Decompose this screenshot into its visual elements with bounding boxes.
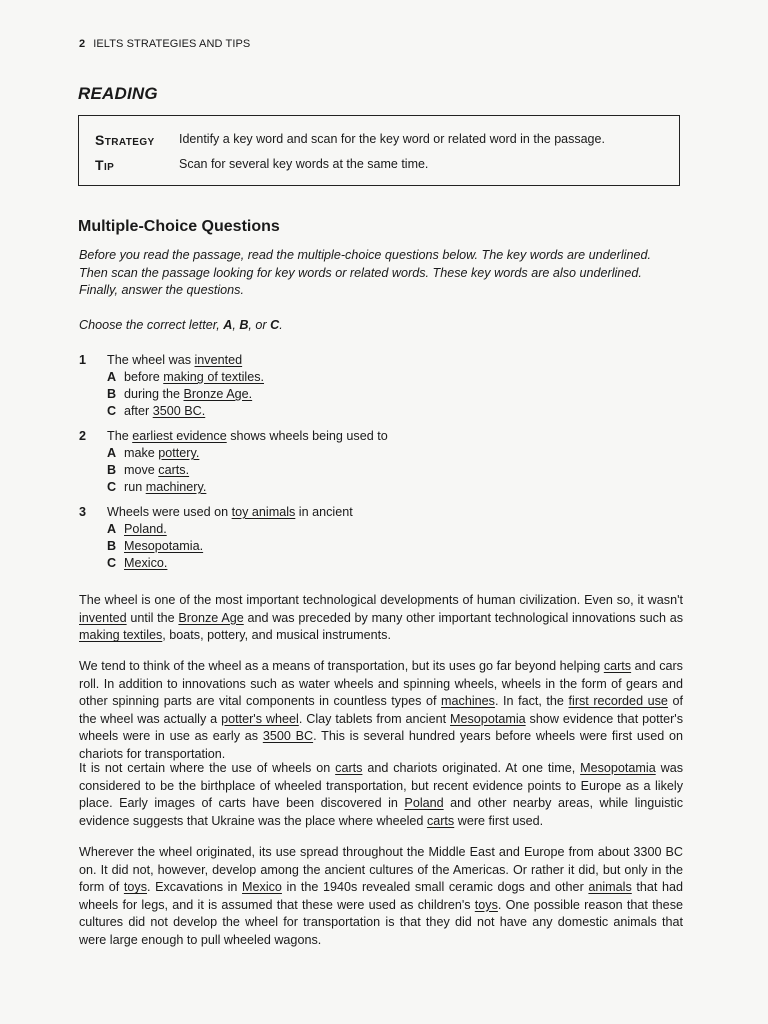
key-word: Poland.	[124, 522, 167, 536]
question-number: 1	[79, 353, 87, 367]
option-a: A before making of textiles.	[107, 370, 265, 384]
strategy-label: Strategy	[95, 132, 155, 148]
mcq-heading: Multiple-Choice Questions	[78, 218, 280, 235]
strategy-text: Identify a key word and scan for the key word or related word in the passage.	[179, 132, 605, 146]
key-word: Mesopotamia.	[124, 539, 204, 553]
key-word: invented	[79, 610, 127, 625]
key-word: Bronze Age.	[183, 387, 253, 401]
instruction-letter-b: B	[239, 318, 249, 332]
tip-label: Tip	[95, 157, 115, 173]
passage-paragraph-1: The wheel is one of the most important technological developments of human civilization. Even so, it wasn't invented until the Bronze Age and was preceded by many other important technological innovations such as making textiles, boats, pottery, and musical instruments.	[79, 593, 684, 643]
key-word: making of textiles.	[163, 370, 265, 384]
key-word: toys	[474, 897, 498, 912]
key-word: 3500 BC.	[152, 404, 206, 418]
option-letter: B	[107, 387, 117, 401]
option-c: C after 3500 BC.	[107, 404, 206, 418]
key-word: Mesopotamia	[450, 711, 526, 726]
section-title: READING	[78, 84, 158, 103]
key-word: Mesopotamia	[580, 761, 656, 775]
key-word: carts	[335, 761, 363, 775]
key-word: carts	[603, 659, 632, 673]
instruction-letter-c: C	[270, 318, 280, 332]
key-word: machines	[441, 694, 495, 709]
option-letter: A	[107, 446, 117, 460]
passage-paragraph-2: We tend to think of the wheel as a means of transportation, but its uses go far beyond helping carts and cars roll. In addition to innovations such as water wheels and spinning wheels, wheels in the form of gears and other spinning parts are vital components in countless types of machines. In fact, the first recorded use of the wheel was actually a potter's wheel. Clay tablets from ancient Mesopotamia show evidence that potter's wheels were in use as early as 3500 BC. This is several hundred years before wheels were first used on chariots for transportation.	[79, 659, 684, 761]
key-word: Bronze Age	[178, 610, 244, 625]
option-letter: C	[107, 480, 117, 494]
key-word: toy animals	[231, 505, 296, 519]
key-word: Mexico	[242, 880, 282, 895]
key-word: pottery.	[158, 446, 200, 460]
key-word: Poland	[404, 796, 444, 811]
key-word: Mexico.	[124, 556, 168, 570]
instruction-sep: ,	[232, 318, 240, 332]
option-a	[107, 521, 167, 538]
key-word: machinery.	[145, 480, 207, 494]
option-c	[107, 555, 167, 572]
option-letter: A	[107, 370, 117, 384]
strategy-tip-box	[78, 115, 680, 186]
passage-paragraph-4: Wherever the wheel originated, its use spread throughout the Middle East and Europe from about 3300 BC on. It did not, however, develop among the ancient cultures of the Americas. Or rather it did, but only in the form of toys. Excavations in Mexico in the 1940s revealed small ceramic dogs and other animals that had wheels for legs, and it is assumed that these were used as children's toys. One possible reason that these cultures did not develop the wheel for transportation is that they did not have any domestic animals that were large enough to pull wheeled wagons.	[79, 845, 684, 947]
option-letter: B	[107, 463, 117, 477]
question-number: 3	[79, 505, 87, 519]
key-word: first recorded use	[568, 694, 668, 709]
key-word: potter's wheel	[221, 711, 299, 726]
option-letter: A	[107, 522, 117, 536]
tip-text: Scan for several key words at the same time.	[179, 157, 429, 171]
key-word: earliest evidence	[132, 429, 227, 443]
key-word: invented	[194, 353, 243, 367]
option-a: A make pottery.	[107, 446, 200, 460]
key-word: making textiles	[79, 628, 163, 643]
key-word: carts	[426, 813, 455, 828]
question-number: 2	[79, 429, 87, 443]
option-b	[107, 538, 203, 555]
option-letter: C	[107, 556, 117, 570]
option-letter: B	[107, 539, 117, 553]
instruction-letter-a: A	[223, 318, 233, 332]
option-letter: C	[107, 404, 117, 418]
running-header	[79, 38, 250, 50]
key-word: 3500 BC	[262, 729, 314, 744]
question-stem: The earliest evidence shows wheels being used to	[107, 429, 388, 443]
question-stem: Wheels were used on toy animals in ancient	[107, 505, 353, 519]
page-number: 2	[79, 38, 86, 50]
key-word: toys	[123, 880, 148, 895]
passage-paragraph-3: It is not certain where the use of wheels on carts and chariots originated. At one time, Mesopotamia was considered to be the birthplace of wheeled transportation, but recent evidence points to Europe as a likely place. Early images of carts have been discovered in Poland and other nearby areas, while linguistic evidence suggests that Ukraine was the place where wheeled carts were first used.	[79, 761, 684, 828]
instruction-sep: , or	[248, 318, 271, 332]
instruction-text: Choose the correct letter,	[79, 318, 224, 332]
instruction-end: .	[279, 318, 283, 332]
key-word: carts.	[158, 463, 190, 477]
mcq-intro: Before you read the passage, read the multiple-choice questions below. The key words are underlined. Then scan the passage looking for key words or related words. These key words are also underlined. Finally, answer the questions.	[79, 248, 651, 297]
mcq-instruction	[79, 318, 283, 332]
question-stem: The wheel was invented	[107, 353, 243, 367]
option-c: C run machinery.	[107, 480, 207, 494]
option-b: B during the Bronze Age.	[107, 387, 253, 401]
option-b: B move carts.	[107, 463, 190, 477]
running-title: IELTS STRATEGIES AND TIPS	[93, 38, 251, 50]
key-word: animals	[588, 880, 632, 895]
